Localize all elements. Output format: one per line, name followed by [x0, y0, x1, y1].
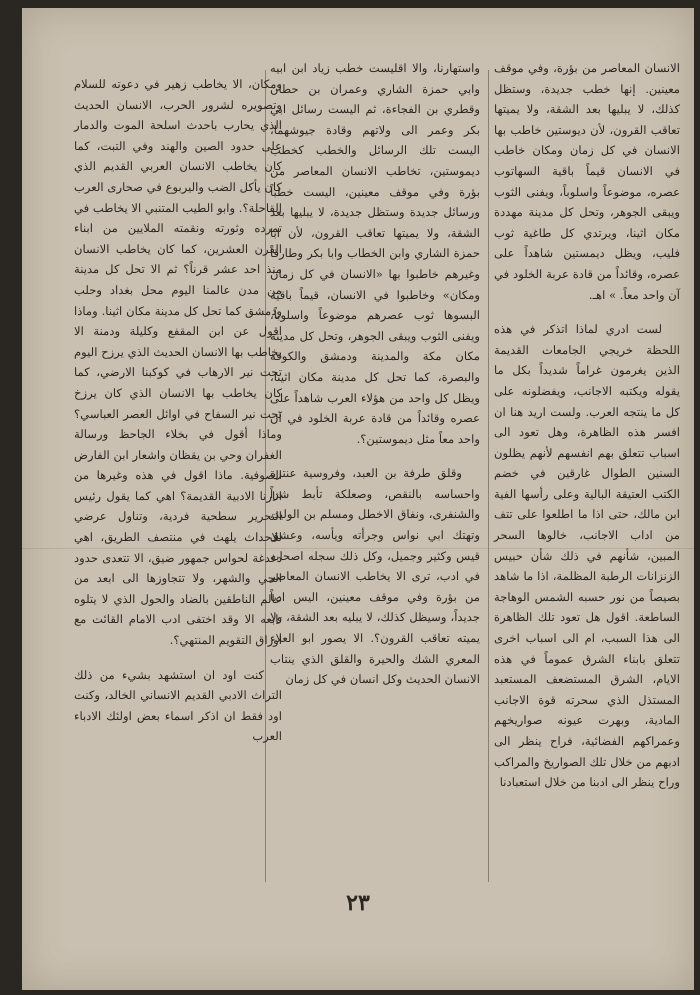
paragraph: وقلق طرفة بن العبد، وفروسية عنترة واحساسه بالنقص، وصعلكة تأبط شراً والشنفرى، ونفاق الاخطل ومسلم بن الوليد، وتهتك ابي نواس وجرأته ويأسه، وعشق قيس وكثير وجميل، وكل ذلك سجله اصحابه في ادب، ترى الا يخاطب الانسان المعاصر من بؤرة وفي موقف معينين، اليس ادباً جديداً، وسيظل كذلك، لا يبليه بعد الشقة، ولا يميته تعاقب القرون؟. الا يصور ابو العلاء المعري الشك والحيرة والقلق الذي ينتاب الانسان الحديث وكل انسان في كل زمان [270, 466, 480, 687]
page-number: ٢٣ [346, 890, 370, 916]
paragraph: واستهارنا، والا اقليست خطب زياد ابن ابيه وابي حمزة الشاري وعمران بن حطان وقطري بن الفجاءة، ثم اليست رسائل ابي بكر وعمر الى ولاتهم وقادة جيوشهما، اليست تلك الرسائل والخطب كخطب ديموستين، تخاطب الانسان المعاصر من بؤرة وفي موقف معينين، اليست خطباً ورسائل جديدة وستظل جديدة، لا يبليها بعد الشقة، ولا يميتها تعاقب القرون، لأن ابا حمزة الشاري وابن الخطاب وابا بكر وطارقاً وغيرهم خاطبوا بها «الانسان في كل زمان ومكان» وخاطبوا في الانسان، قيماً باقية البسوها ثوب عصرهم موضوعاً واسلوباً، ويفنى الثوب ويبقى الجوهر، وتحل كل مدينة مكان مكة والمدينة ودمشق والكوفة والبصرة، كما تحل كل مدينة مكان اثينا، ويظل كل واحد من هؤلاء العرب شاهداً على عصره وقائداً من قادة عربة الخلود في آن واحد معاً مثل ديموستين؟. [270, 61, 480, 446]
text-column-right [494, 58, 680, 807]
paragraph: لست ادري لماذا اتذكر في هذه اللحظة خريجي الجامعات القديمة الذين يغرمون غراماً شديداً بكل ما يقوله ويكتبه الاجانب، ويفضلونه على كل ما ينتجه العرب. ولست اريد هنا ان افسر هذه الظاهرة، وهل تعود الى اسباب تتعلق بهم انفسهم لأنهم يظلون السنين الطوال غارقين في خضم الكتب العتيقة البالية وعلى رأسها الفية ابن مالك، حتى اذا ما اطلعوا على تتف من اداب الاجانب، خالوها السحر المبين، شأنهم في ذلك شأن حبيس الزنزانات الرطبة المظلمة، اذا ما شاهد بصيصاً من نور حسبه الشمس الوهاجة الساطعة. اقول هل تعود تلك الظاهرة الى هذا السبب، ام الى اسباب اخرى تتعلق بابناء الشرق عموماً في هذه الايام، الشرق المستضعف المستعبد المستذل الذي سحرته قوة الاجانب المادية، وبهرت عيونه صواريخهم وعمراكهم الفضائية، فراح ينظر الى ادبهم من خلال تلك الصواريخ والمراكب وراح ينظر الى ادبنا من خلال استعبادنا [494, 322, 680, 790]
text-column-middle [270, 58, 480, 704]
column-divider [488, 70, 489, 882]
text-column-left [74, 74, 282, 761]
magazine-page [22, 8, 694, 990]
paragraph: ومكان، الا يخاطب زهير في دعوته للسلام وتصويره لشرور الحرب، الانسان الحديث الذي يحارب باحدث اسلحة الموت والدمار على حدود الصين والهند وفي التبت، كما كان يخاطب الانسان العربي القديم الذي كان يأكل الضب واليربوع في صحارى العرب القاحلة؟. وابو الطيب المتنبي الا يخاطب في تمرده وثورته ونقمته الملايين من ابناء القرن العشرين، كما كان يخاطب الانسان منذ احد عشر قرناً؟ ثم الا تحل كل مدينة من مدن عالمنا اليوم محل بغداد وحلب ودمشق كما تحل كل مدينة مكان اثينا. وماذا اقول عن ابن المقفع وكليلة ودمنة الا يخاطب بها الانسان الحديث الذي يرزح اليوم تحت نير الارهاب في كوكبنا الارضي، كما كان يخاطب بها الانسان الذي كان يرزخ تحت نير السفاح في اوائل العصر العباسي؟ وماذا أقول في بخلاء الجاحظ ورسالة الغفران وحي بن يقظان واشعار ابن الفارض الصوفية. ماذا اقول في هذه وغيرها من اثارنا الادبية القديمة؟ اهي كما يقول رئيس التحرير سطحية فردية، وتناول عرضي للاحداث يلهث في منتصف الطريق، اهي دغدغة لحواس جمهور ضيق، الا تتعدى حدود الحي والشهر، ولا تتجاوزها الى ابعد من عالم الناطقين بالضاد والحول الذي لا يتلوه تابعه الا وقد اختفى ادب الامام القائت مع اوراق التقويم المنتهي؟. [73, 77, 282, 648]
paragraph: كنت اود ان استشهد بشيء من ذلك التراث الادبي القديم الانساني الخالد، وكنت اود فقط ان اذكر اسماء بعض اولئك الادباء العرب [74, 667, 282, 744]
paragraph: الانسان المعاصر من بؤرة، وفي موقف معينين. إنها خطب جديدة، وستظل كذلك، لا يبليها بعد الشقة، ولا يميتها تعاقب القرون، لأن ديوستين خاطب بها الانسان في كل زمان ومكان خاطب في الانسان قيماً باقية السهاتوب عصره، موضوعاً واسلوباً، ويفنى الثوب ويبقى الجوهر، وتحل كل مدينة مهددة مكان اثينا، ويرتدي كل طاغية ثوب فليب، ويظل ديمستين شاهداً على عصره، وقائداً من قادة عربة الخلود في آن واحد معاً. » اهـ. [494, 61, 680, 302]
